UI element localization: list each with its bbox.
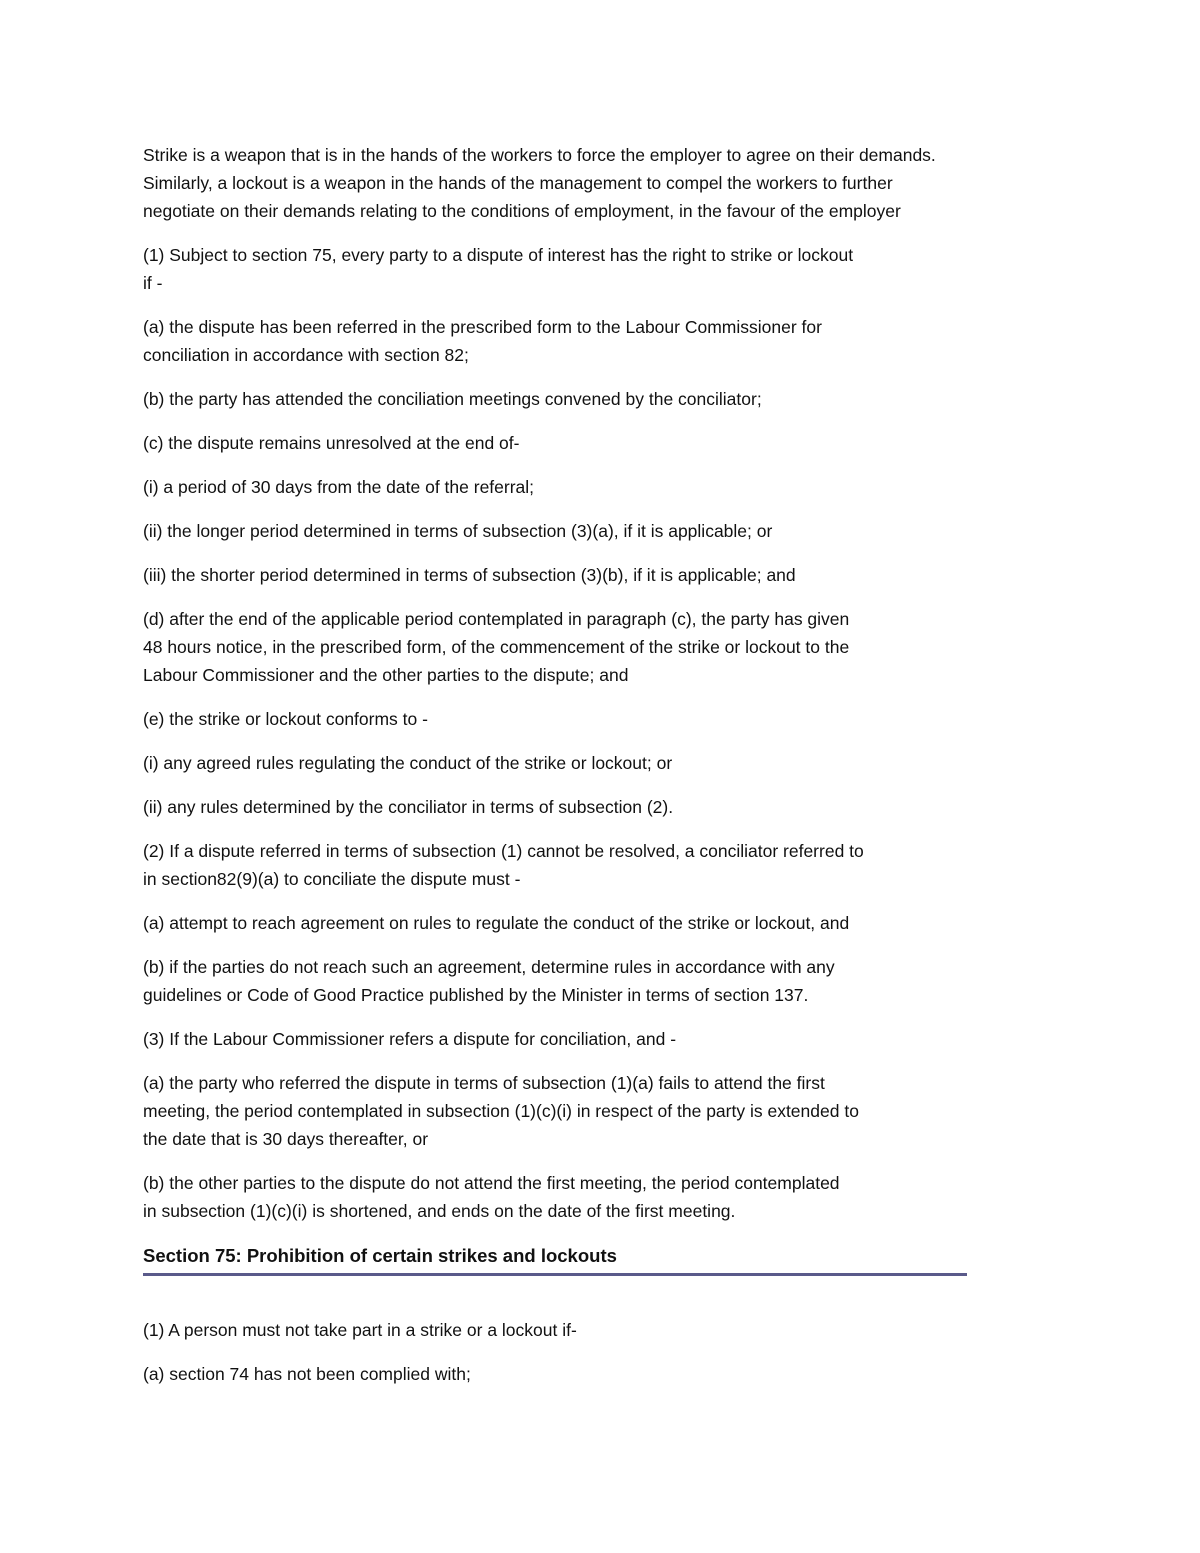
text-line: (e) the strike or lockout conforms to - xyxy=(143,709,428,729)
text-line: (ii) any rules determined by the conciliator in terms of subsection (2). xyxy=(143,797,674,817)
text-line: (1) A person must not take part in a strike or a lockout if- xyxy=(143,1320,577,1340)
text-line: Similarly, a lockout is a weapon in the hands of the management to compel the workers to further xyxy=(143,173,893,193)
clause-1c-iii xyxy=(143,561,1073,589)
text-line: (1) Subject to section 75, every party to a dispute of interest has the right to strike or lockout xyxy=(143,245,854,265)
text-line: (2) If a dispute referred in terms of subsection (1) cannot be resolved, a conciliator referred to xyxy=(143,841,864,861)
text-line: (c) the dispute remains unresolved at the end of- xyxy=(143,433,520,453)
clause-1c xyxy=(143,429,1073,457)
text-line: the date that is 30 days thereafter, or xyxy=(143,1129,429,1149)
heading-underline xyxy=(143,1273,967,1276)
section-heading: Section 75: Prohibition of certain strikes and lockouts xyxy=(143,1245,617,1266)
clause-1d xyxy=(143,605,1073,689)
text-line: (iii) the shorter period determined in terms of subsection (3)(b), if it is applicable; and xyxy=(143,565,796,585)
text-line: (a) the dispute has been referred in the prescribed form to the Labour Commissioner for xyxy=(143,317,822,337)
text-line: negotiate on their demands relating to the conditions of employment, in the favour of the employer xyxy=(143,201,901,221)
section-75-clause-1a xyxy=(143,1360,1073,1388)
section-75-heading-block xyxy=(143,1241,967,1276)
clause-1b xyxy=(143,385,1073,413)
text-line: (i) a period of 30 days from the date of the referral; xyxy=(143,477,535,497)
clause-1e-ii xyxy=(143,793,1073,821)
clause-2a xyxy=(143,909,1073,937)
document-body xyxy=(143,141,1073,1404)
clause-2b xyxy=(143,953,1073,1009)
clause-3b xyxy=(143,1169,1073,1225)
text-line: conciliation in accordance with section 82; xyxy=(143,345,469,365)
clause-1e-i xyxy=(143,749,1073,777)
text-line: in section82(9)(a) to conciliate the dispute must - xyxy=(143,869,521,889)
clause-3a xyxy=(143,1069,1073,1153)
clause-1a xyxy=(143,313,1073,369)
clause-1e xyxy=(143,705,1073,733)
text-line: (b) if the parties do not reach such an agreement, determine rules in accordance with any xyxy=(143,957,835,977)
text-line: (d) after the end of the applicable period contemplated in paragraph (c), the party has given xyxy=(143,609,850,629)
clause-1c-ii xyxy=(143,517,1073,545)
text-line: (i) any agreed rules regulating the conduct of the strike or lockout; or xyxy=(143,753,673,773)
text-line: (a) the party who referred the dispute in terms of subsection (1)(a) fails to attend the first xyxy=(143,1073,825,1093)
text-line: meeting, the period contemplated in subsection (1)(c)(i) in respect of the party is extended to xyxy=(143,1101,859,1121)
clause-2 xyxy=(143,837,1073,893)
text-line: (a) section 74 has not been complied with; xyxy=(143,1364,471,1384)
text-line: Strike is a weapon that is in the hands of the workers to force the employer to agree on their demands. xyxy=(143,145,936,165)
text-line: (b) the other parties to the dispute do not attend the first meeting, the period contemplated xyxy=(143,1173,840,1193)
section-75-clause-1 xyxy=(143,1316,1073,1344)
text-line: Labour Commissioner and the other parties to the dispute; and xyxy=(143,665,629,685)
text-line: in subsection (1)(c)(i) is shortened, and ends on the date of the first meeting. xyxy=(143,1201,736,1221)
text-line: (a) attempt to reach agreement on rules to regulate the conduct of the strike or lockout, and xyxy=(143,913,850,933)
text-line: guidelines or Code of Good Practice published by the Minister in terms of section 137. xyxy=(143,985,809,1005)
text-line: 48 hours notice, in the prescribed form, of the commencement of the strike or lockout to the xyxy=(143,637,850,657)
intro-paragraph xyxy=(143,141,1073,225)
clause-3 xyxy=(143,1025,1073,1053)
text-line: (3) If the Labour Commissioner refers a dispute for conciliation, and - xyxy=(143,1029,677,1049)
text-line: (b) the party has attended the conciliation meetings convened by the conciliator; xyxy=(143,389,762,409)
text-line: if - xyxy=(143,273,163,293)
text-line: (ii) the longer period determined in terms of subsection (3)(a), if it is applicable; or xyxy=(143,521,773,541)
clause-1 xyxy=(143,241,1073,297)
clause-1c-i xyxy=(143,473,1073,501)
